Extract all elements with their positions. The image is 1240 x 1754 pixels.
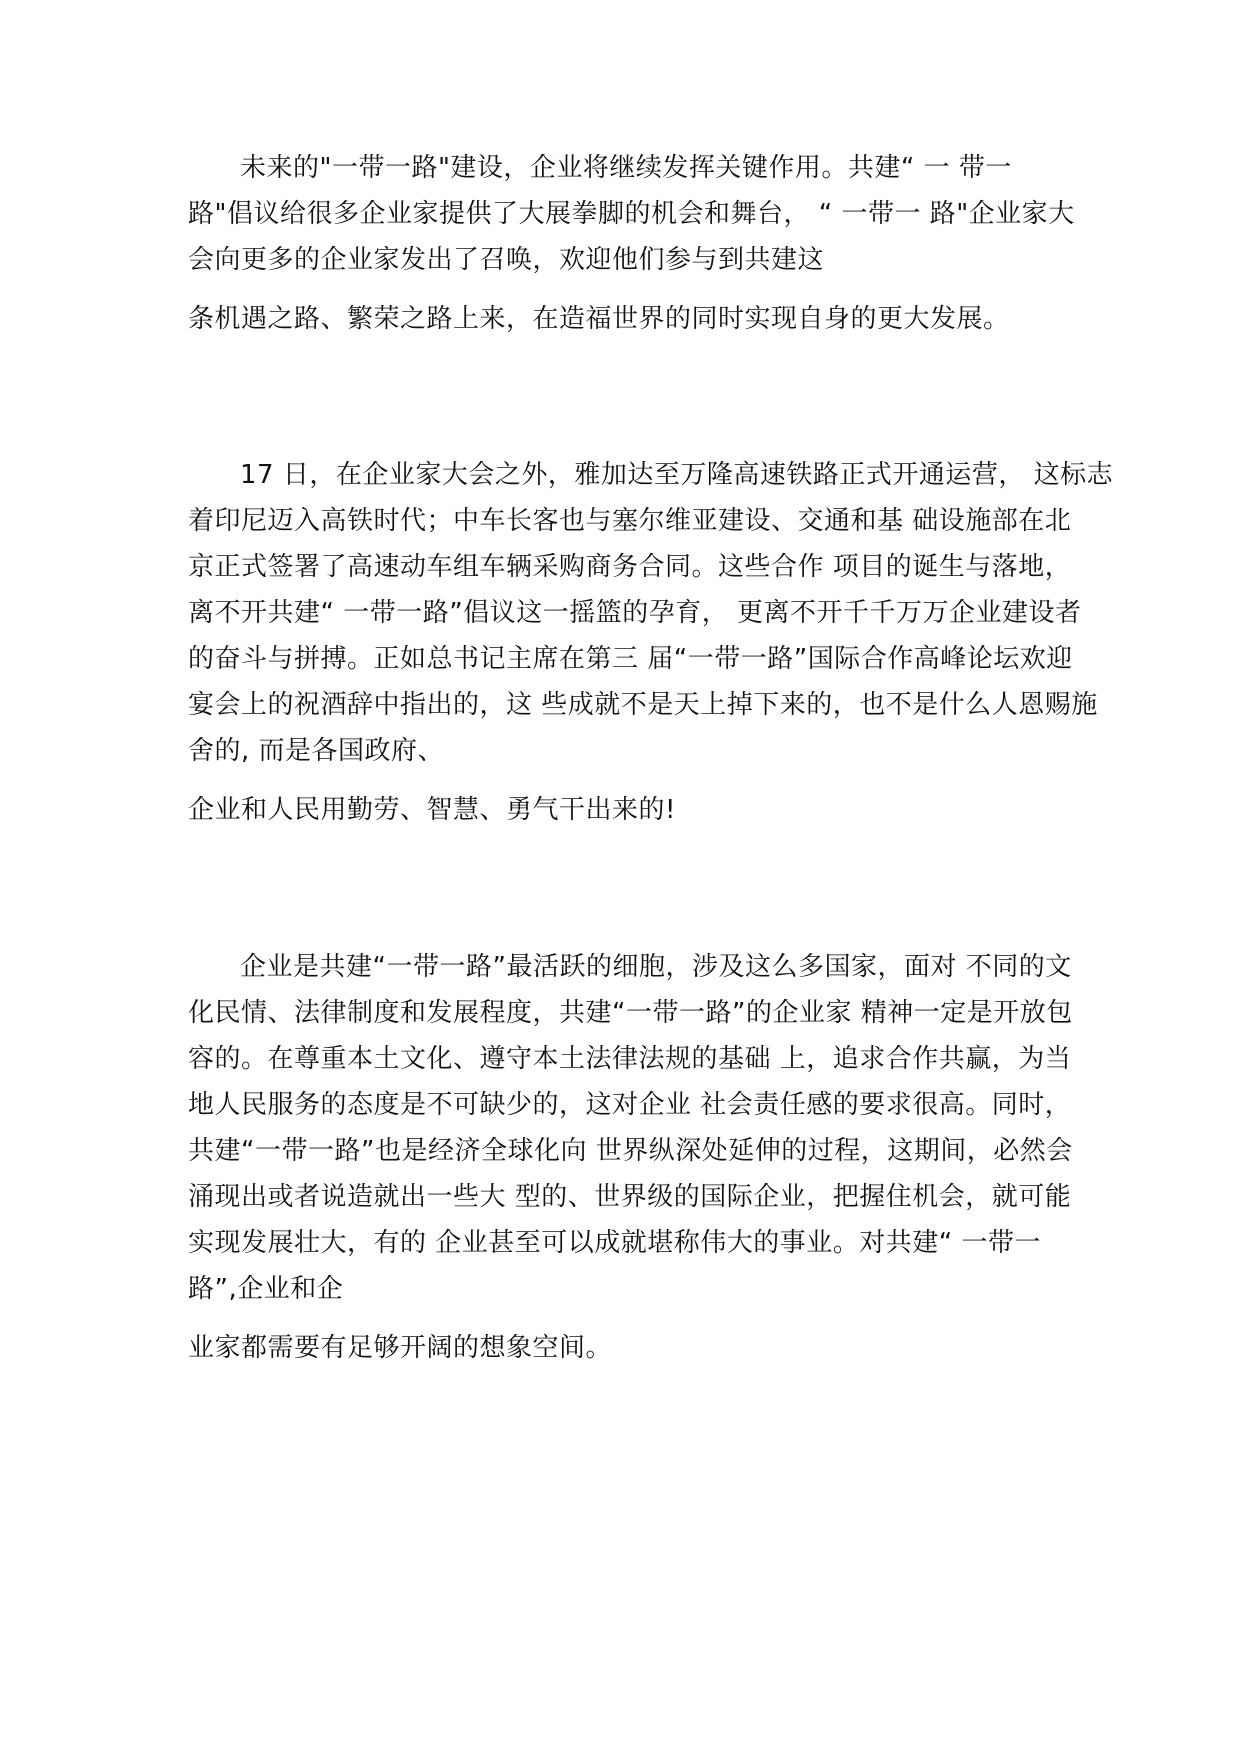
paragraph-2-line-1: 条机遇之路、繁荣之路上来，在造福世界的同时实现自身的更大发展。 (188, 304, 1010, 334)
paragraph-3-line-2: 着印尼迈入高铁时代；中车长客也与塞尔维亚建设、交通和基 础设施部在北 (188, 506, 1072, 536)
paragraph-5-line-6: 涌现出或者说造就出一些大 型的、世界级的国际企业，把握住机会，就可能 (188, 1182, 1072, 1212)
paragraph-4-line-1: 企业和人民用勤劳、智慧、勇气干出来的! (188, 795, 676, 825)
paragraph-5-line-1: 企业是共建“一带一路”最活跃的细胞，涉及这么多国家，面对 不同的文 (240, 952, 1072, 982)
paragraph-3-line-7: 舍的, 而是各国政府、 (188, 736, 445, 766)
paragraph-6-line-1: 业家都需要有足够开阔的想象空间。 (188, 1333, 613, 1363)
paragraph-5-line-4: 地人民服务的态度是不可缺少的，这对企业 社会责任感的要求很高。同时， (188, 1090, 1072, 1120)
paragraph-3-line-5: 的奋斗与拼搏。正如总书记主席在第三 届“一带一路”国际合作高峰论坛欢迎 (188, 644, 1073, 674)
paragraph-5-line-7: 实现发展壮大，有的 企业甚至可以成就堪称伟大的事业。对共建“ 一带一 (188, 1228, 1041, 1258)
paragraph-5-line-3: 容的。在尊重本土文化、遵守本土法律法规的基础 上，追求合作共赢，为当 (188, 1044, 1072, 1074)
paragraph-5-line-8: 路”,企业和企 (188, 1274, 344, 1304)
paragraph-3-line-4: 离不开共建“ 一带一路”倡议这一摇篮的孕育， 更离不开千千万万企业建设者 (188, 598, 1082, 628)
paragraph-1-line-1: 未来的"一带一路"建设，企业将继续发挥关键作用。共建“ 一 带一 (240, 153, 1012, 183)
paragraph-5-line-5: 共建“一带一路”也是经济全球化向 世界纵深处延伸的过程，这期间，必然会 (188, 1136, 1073, 1166)
paragraph-1-line-3: 会向更多的企业家发出了召唤，欢迎他们参与到共建这 (188, 245, 825, 275)
paragraph-3-line-6: 宴会上的祝酒辞中指出的，这 些成就不是天上掉下来的，也不是什么人恩赐施 (188, 690, 1098, 720)
paragraph-5-line-2: 化民情、法律制度和发展程度，共建“一带一路”的企业家 精神一定是开放包 (188, 998, 1073, 1028)
paragraph-1-line-2: 路"倡议给很多企业家提供了大展拳脚的机会和舞台， “ 一带一 路"企业家大 (188, 199, 1075, 229)
paragraph-3-line-3: 京正式签署了高速动车组车辆采购商务合同。这些合作 项目的诞生与落地， (188, 552, 1072, 582)
paragraph-3-line-1: 17 日，在企业家大会之外，雅加达至万隆高速铁路正式开通运营， 这标志 (240, 460, 1114, 490)
